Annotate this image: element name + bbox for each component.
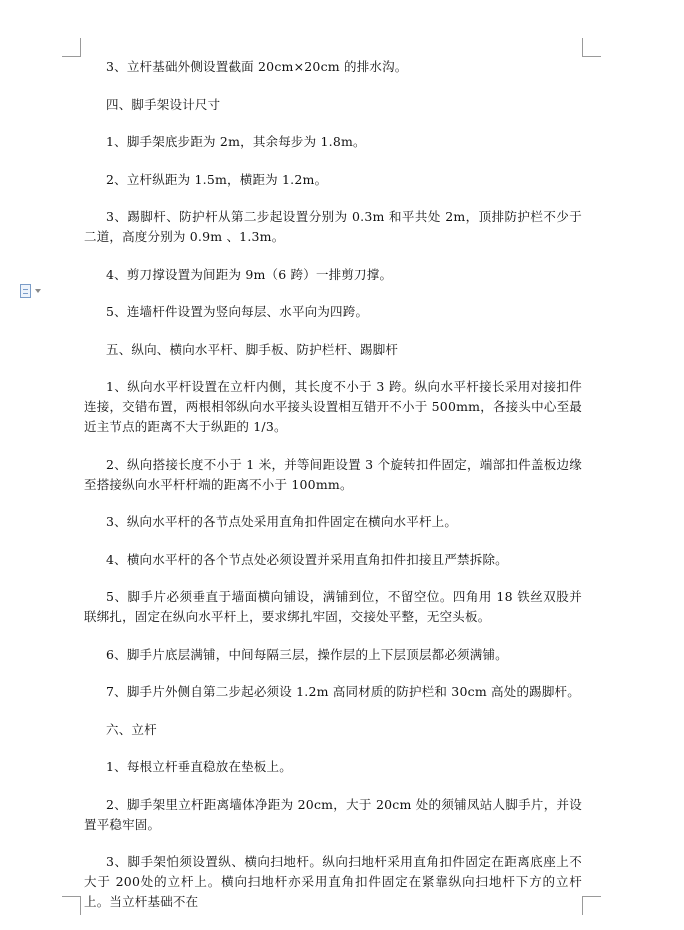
paragraph: 2、脚手架里立杆距离墙体净距为 20cm，大于 20cm 处的须铺凤站人脚手片，并设置平稳牢固。 [84,796,582,832]
document-body[interactable] [84,57,582,930]
paragraph: 3、立杆基础外侧设置截面 20cm×20cm 的排水沟。 [106,59,408,74]
page-corner-bottom-right [582,896,601,915]
paragraph: 1、纵向水平杆设置在立杆内侧，其长度不小于 3 跨。纵向水平杆接长采用对接扣件连接，交错布置，两根相邻纵向水平接头设置相互错开不小于 500mm，各接头中心至最近主节点的距离不大于纵距的 1/3。 [84,379,582,434]
paragraph: 2、纵向搭接长度不小于 1 米，并等间距设置 3 个旋转扣件固定，端部扣件盖板边缘至搭接纵向水平杆杆端的距离不小于 100mm。 [84,456,582,492]
paragraph: 4、剪刀撑设置为间距为 9m（6 跨）一排剪刀撑。 [106,266,393,282]
paragraph: 3、脚手架怕须设置纵、横向扫地杆。纵向扫地杆采用直角扣件固定在距离底座上不大于 200处的立杆上。横向扫地杆亦采用直角扣件固定在紧靠纵向扫地杆下方的立杆上。当立杆基础不在 [84,854,582,909]
paragraph: 3、纵向水平杆的各节点处采用直角扣件固定在横向水平杆上。 [106,514,458,529]
paragraph: 2、立杆纵距为 1.5m，横距为 1.2m。 [106,171,328,187]
page-corner-top-left [62,38,81,57]
paragraph: 1、脚手架底步距为 2m，其余每步为 1.8m。 [106,134,366,149]
section-heading: 四、脚手架设计尺寸 [106,96,221,112]
chevron-down-icon [35,289,41,293]
paragraph-options-button[interactable] [20,282,50,300]
paragraph: 7、脚手片外侧自第二步起必须设 1.2m 高同材质的防护栏和 30cm 高处的踢脚杆。 [106,684,580,699]
page-corner-top-right [582,38,601,57]
paragraph: 5、连墙杆件设置为竖向每层、水平向为四跨。 [106,304,369,319]
section-heading: 五、纵向、横向水平杆、脚手板、防护栏杆、踢脚杆 [106,341,399,357]
section-heading: 六、立杆 [106,721,157,737]
page-corner-bottom-left [62,896,81,915]
document-icon [20,284,31,298]
paragraph: 4、横向水平杆的各个节点处必须设置并采用直角扣件扣接且严禁拆除。 [106,551,508,567]
paragraph: 1、每根立杆垂直稳放在垫板上。 [106,759,292,774]
paragraph: 3、踢脚杆、防护杆从第二步起设置分别为 0.3m 和平共处 2m，顶排防护栏不少于二道，高度分别为 0.9m 、1.3m。 [84,209,582,244]
paragraph: 5、脚手片必须垂直于墙面横向铺设，满铺到位，不留空位。四角用 18 铁丝双股并联绑扎，固定在纵向水平杆上，要求绑扎牢固，交接处平整，无空头板。 [84,589,582,624]
paragraph: 6、脚手片底层满铺，中间每隔三层，操作层的上下层顶层都必须满铺。 [106,646,508,662]
